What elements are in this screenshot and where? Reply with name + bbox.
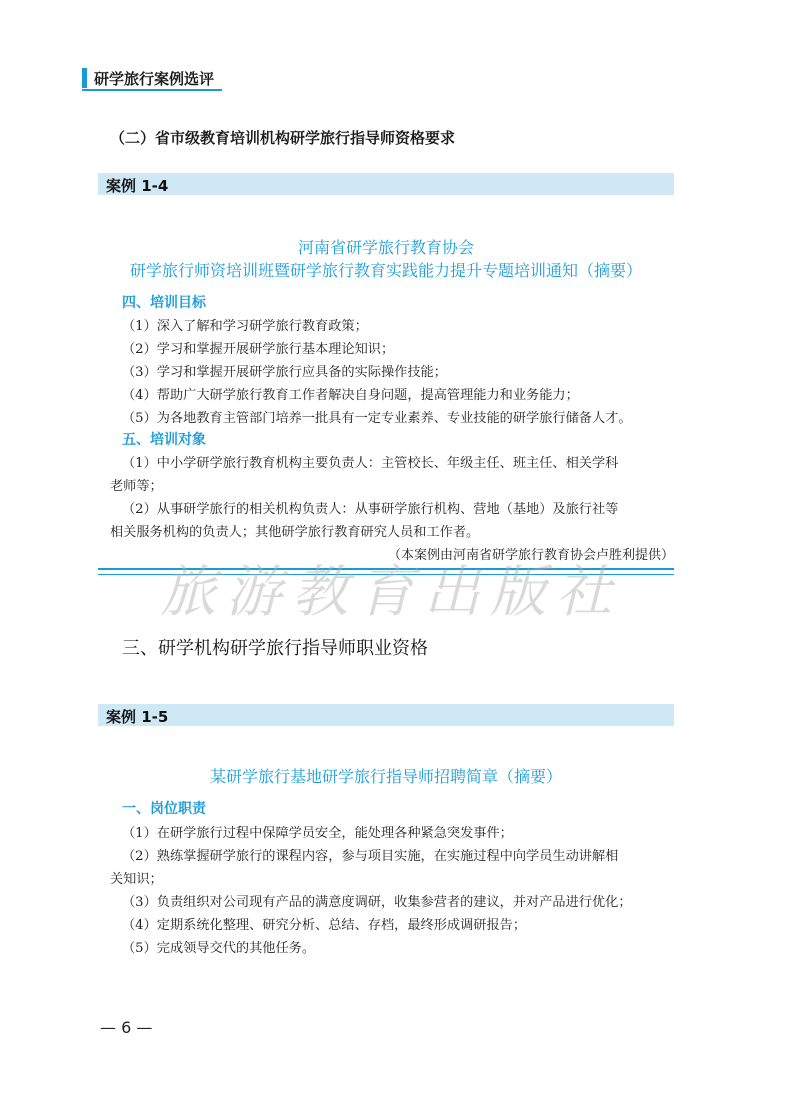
section-heading-duties: 一、岗位职责: [122, 801, 206, 817]
case-title: 某研学旅行基地研学旅行指导师招聘简章（摘要）: [209, 767, 562, 786]
list-item: （3）学习和掌握开展研学旅行应具备的实际操作技能；: [122, 365, 447, 380]
subheading: （二）省市级教育培训机构研学旅行指导师资格要求: [110, 129, 456, 147]
case-title-line1: 河南省研学旅行教育协会: [297, 238, 474, 257]
case-label-bar: [98, 173, 674, 195]
list-item-continuation: 老师等；: [110, 479, 163, 494]
publisher-watermark: 旅游教育出版社: [160, 560, 622, 625]
running-header-title: 研学旅行案例选评: [94, 70, 215, 88]
section-heading-goals: 四、培训目标: [122, 295, 206, 311]
case-title-line2: 研学旅行师资培训班暨研学旅行教育实践能力提升专题培训通知（摘要）: [129, 261, 642, 280]
list-item: （2）学习和掌握开展研学旅行基本理论知识；: [122, 342, 395, 357]
case-label-bar: [98, 704, 674, 726]
list-item: （1）中小学研学旅行教育机构主要负责人：主管校长、年级主任、班主任、相关学科: [122, 456, 619, 471]
section-heading-targets: 五、培训对象: [122, 432, 206, 448]
case-credit: （本案例由河南省研学旅行教育协会卢胜利提供）: [387, 548, 674, 563]
list-item: （2）从事研学旅行的相关机构负责人：从事研学旅行机构、营地（基地）及旅行社等: [122, 502, 619, 517]
case-label: 案例 1-5: [106, 708, 169, 726]
list-item: （4）定期系统化整理、研究分析、总结、存档，最终形成调研报告；: [122, 918, 527, 933]
list-item: （5）完成领导交代的其他任务。: [122, 941, 316, 956]
list-item: （1）深入了解和学习研学旅行教育政策；: [122, 319, 368, 334]
list-item-continuation: 关知识；: [110, 872, 163, 887]
header-accent-bar: [82, 68, 87, 88]
case-label: 案例 1-4: [106, 177, 169, 195]
list-item: （5）为各地教育主管部门培养一批具有一定专业素养、专业技能的研学旅行储备人才。: [122, 411, 632, 426]
page-number: — 6 —: [100, 1018, 153, 1037]
header-rule: [82, 89, 222, 91]
list-item: （1）在研学旅行过程中保障学员安全，能处理各种紧急突发事件；: [122, 826, 513, 841]
section-heading-3: 三、研学机构研学旅行指导师职业资格: [122, 638, 428, 659]
list-item: （4）帮助广大研学旅行教育工作者解决自身问题，提高管理能力和业务能力；: [122, 388, 579, 403]
list-item: （3）负责组织对公司现有产品的满意度调研，收集参营者的建议，并对产品进行优化；: [122, 895, 632, 910]
list-item: （2）熟练掌握研学旅行的课程内容，参与项目实施，在实施过程中向学员生动讲解相: [122, 849, 619, 864]
list-item-continuation: 相关服务机构的负责人；其他研学旅行教育研究人员和工作者。: [110, 525, 480, 540]
